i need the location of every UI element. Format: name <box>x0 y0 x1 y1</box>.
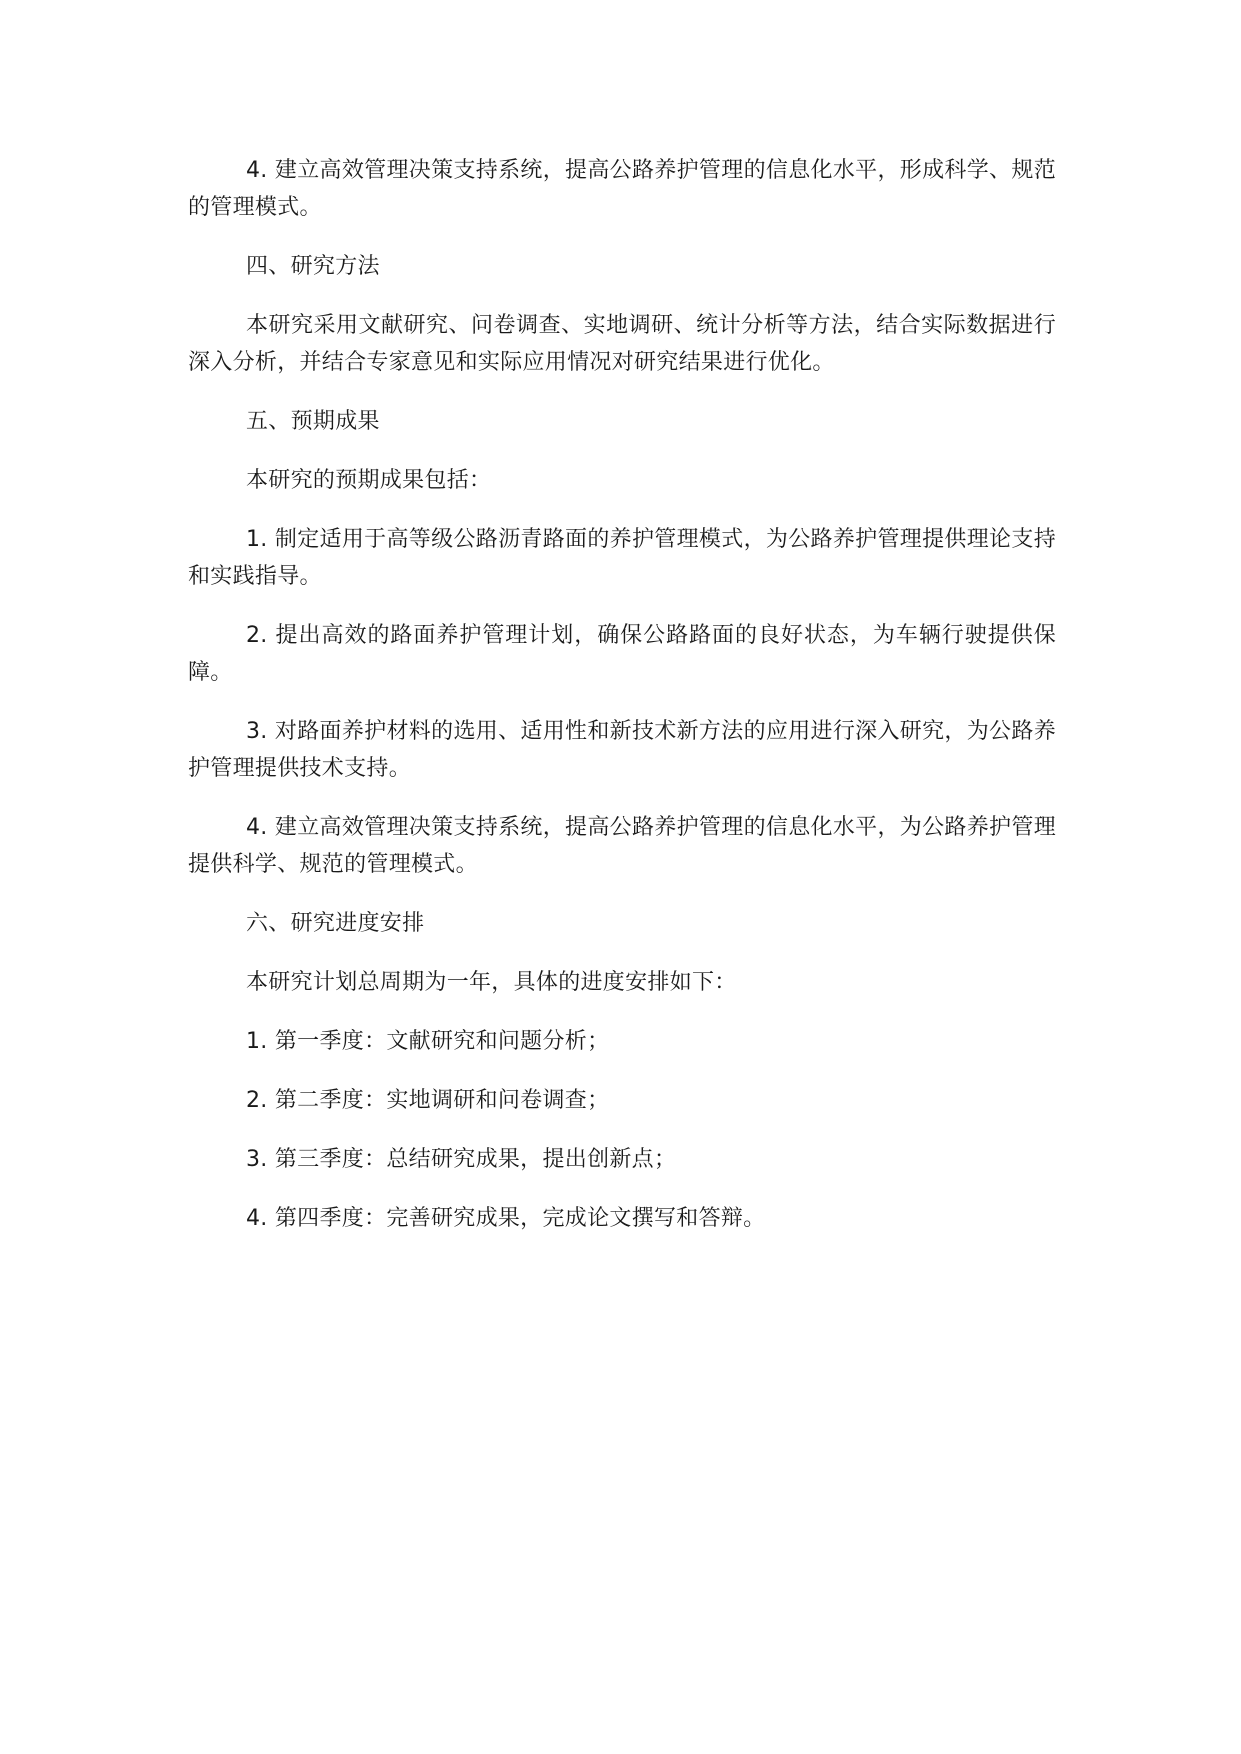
paragraph-results-intro: 本研究的预期成果包括： <box>246 468 492 493</box>
section-heading-methods: 四、研究方法 <box>246 254 380 279</box>
section-heading-schedule: 六、研究进度安排 <box>246 911 425 936</box>
paragraph-schedule-q4: 4. 第四季度：完善研究成果，完成论文撰写和答辩。 <box>246 1206 766 1231</box>
paragraph-schedule-intro: 本研究计划总周期为一年，具体的进度安排如下： <box>246 970 737 995</box>
document-page <box>188 152 1056 1259</box>
paragraph-schedule-q1: 1. 第一季度：文献研究和问题分析； <box>246 1029 610 1054</box>
paragraph-methods: 本研究采用文献研究、问卷调查、实地调研、统计分析等方法，结合实际数据进行深入分析，并结合专家意见和实际应用情况对研究结果进行优化。 <box>188 313 1056 375</box>
paragraph-schedule-q2: 2. 第二季度：实地调研和问卷调查； <box>246 1088 610 1113</box>
paragraph-objective-4: 4. 建立高效管理决策支持系统，提高公路养护管理的信息化水平，形成科学、规范的管理模式。 <box>188 158 1056 220</box>
section-heading-expected-results: 五、预期成果 <box>246 409 380 434</box>
paragraph-result-2: 2. 提出高效的路面养护管理计划，确保公路路面的良好状态，为车辆行驶提供保障。 <box>188 623 1056 685</box>
paragraph-schedule-q3: 3. 第三季度：总结研究成果，提出创新点； <box>246 1147 677 1172</box>
paragraph-result-3: 3. 对路面养护材料的选用、适用性和新技术新方法的应用进行深入研究，为公路养护管理提供技术支持。 <box>188 719 1056 781</box>
paragraph-result-1: 1. 制定适用于高等级公路沥青路面的养护管理模式，为公路养护管理提供理论支持和实践指导。 <box>188 527 1056 589</box>
paragraph-result-4: 4. 建立高效管理决策支持系统，提高公路养护管理的信息化水平，为公路养护管理提供科学、规范的管理模式。 <box>188 815 1056 877</box>
